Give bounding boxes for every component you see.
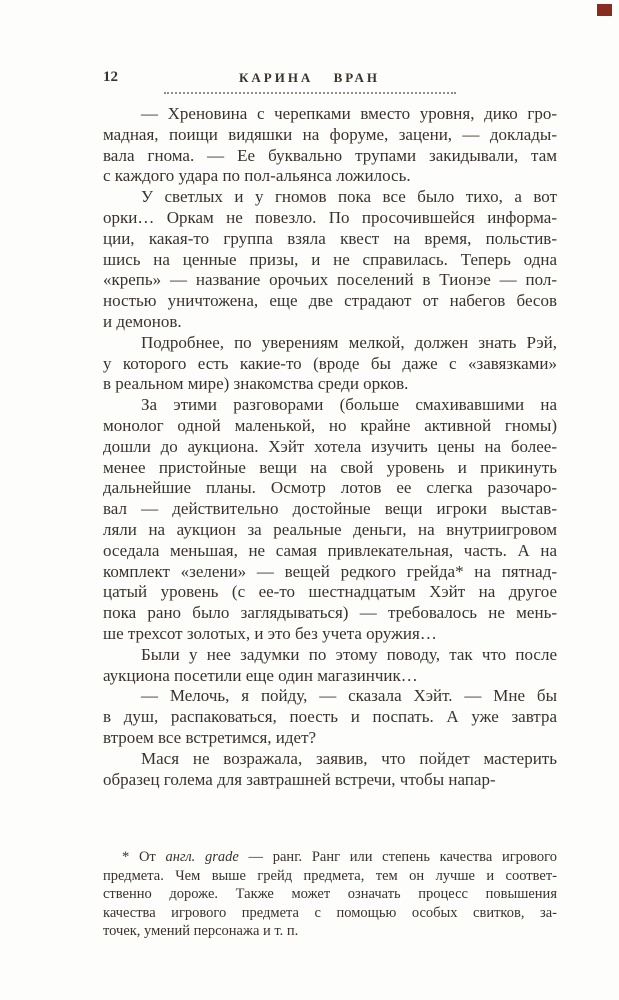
paragraph	[103, 187, 557, 333]
text-line: ше трехсот золотых, и это без учета оружия…	[103, 623, 437, 643]
footnote-paragraph	[103, 848, 557, 941]
text-segment: * От	[122, 849, 166, 865]
text-line: с каждого удара по пол-альянса ложилось.	[103, 166, 411, 186]
text-line: качества игрового предмета с помощью особых свитков, за-	[103, 904, 557, 921]
paragraph	[103, 104, 557, 187]
text-line: шись на ценные призы, и не справилась. Теперь одна	[103, 249, 557, 269]
text-line: дошли до аукциона. Хэйт хотела изучить цены на более-	[103, 436, 557, 456]
text-line: Мася не возражала, заявив, что пойдет мастерить	[141, 748, 557, 768]
text-line: — Мелочь, я пойду, — сказала Хэйт. — Мне бы	[141, 686, 557, 706]
text-line: За этими разговорами (больше смахивавшими на	[141, 395, 557, 415]
text-line: монолог одной маленькой, но крайне активной гномы)	[103, 415, 557, 435]
corner-marker	[597, 4, 612, 16]
text-line: — Хреновина с черепками вместо уровня, дико гро-	[141, 104, 557, 123]
text-line: пока рано было заглядываться) — требовалось не мень-	[103, 603, 557, 623]
text-line: Подробнее, по уверениям мелкой, должен знать Рэй,	[141, 332, 557, 352]
text-line: ственно дороже. Также может означать процесс повышения	[103, 886, 557, 903]
text-line: мадная, поищи видяшки на форуме, зацени, — доклады-	[103, 124, 557, 144]
paragraph	[103, 395, 557, 645]
text-line: аукциона посетили еще один магазинчик…	[103, 665, 418, 685]
text-segment: — ранг. Ранг или степень качества игрового	[238, 849, 558, 865]
text-line: образец голема для завтрашней встречи, чтобы напар-	[103, 769, 496, 789]
footnote	[103, 848, 557, 941]
header-title: КАРИНА ВРАН	[238, 70, 381, 85]
text-line: вал — действительно достойные вещи игроки выстав-	[103, 499, 557, 519]
text-line: точек, умений персонажа и т. п.	[103, 923, 299, 940]
paragraph	[103, 645, 557, 687]
text-line: менее пристойные вещи на свой уровень и прикинуть	[103, 457, 557, 477]
text-line: цатый уровень (с ее-то шестнадцатым Хэйт на другое	[103, 582, 557, 602]
text-segment	[195, 849, 205, 865]
text-line: в душ, распаковаться, поесть и поспать. А уже завтра	[103, 707, 557, 727]
text-line: Были у нее задумки по этому поводу, так что после	[141, 644, 557, 664]
text-line: втроем все встретимся, идет?	[103, 727, 317, 747]
text-line: и демонов.	[103, 311, 182, 331]
text-line	[103, 848, 557, 867]
text-line: «крепь» — название орочьих поселений в Тионэе — пол-	[103, 270, 557, 290]
text-line: ляли на аукцион за реальные деньги, на внутриигровом	[103, 519, 557, 539]
text-line: комплект «зелени» — вещей редкого грейда* на пятнад-	[103, 561, 557, 581]
text-line: ностью уничтожена, еще две страдают от набегов бесов	[103, 291, 557, 311]
page-number: 12	[103, 69, 118, 85]
text-line: орки… Оркам не повезло. По просочившейся информа-	[103, 207, 557, 227]
paragraph	[103, 749, 557, 791]
text-line: в реальном мире) знакомства среди орков.	[103, 374, 409, 394]
text-line: У светлых и у гномов пока все было тихо, а вот	[141, 187, 557, 207]
text-line: оседала меньшая, не самая привлекательная, часть. А на	[103, 540, 557, 560]
text-line: вала гнома. — Ее буквально трупами закидывали, там	[103, 145, 557, 165]
text-line: у которого есть какие-то (вроде бы даже с «завязками»	[103, 353, 557, 373]
paragraph	[103, 333, 557, 395]
body-text	[103, 104, 557, 790]
page-header	[0, 70, 619, 94]
header-dotted-rule	[164, 92, 456, 94]
text-line: дальнейшие планы. Осмотр лотов ее слегка разочаро-	[103, 478, 557, 498]
text-line: предмета. Чем выше грейд предмета, тем он лучше и соответ-	[103, 867, 557, 884]
italic-text-segment: англ.	[165, 849, 196, 865]
paragraph	[103, 686, 557, 748]
text-line: ции, какая-то группа взяла квест на время, польстив-	[103, 228, 557, 248]
italic-text-segment: grade	[205, 849, 239, 865]
